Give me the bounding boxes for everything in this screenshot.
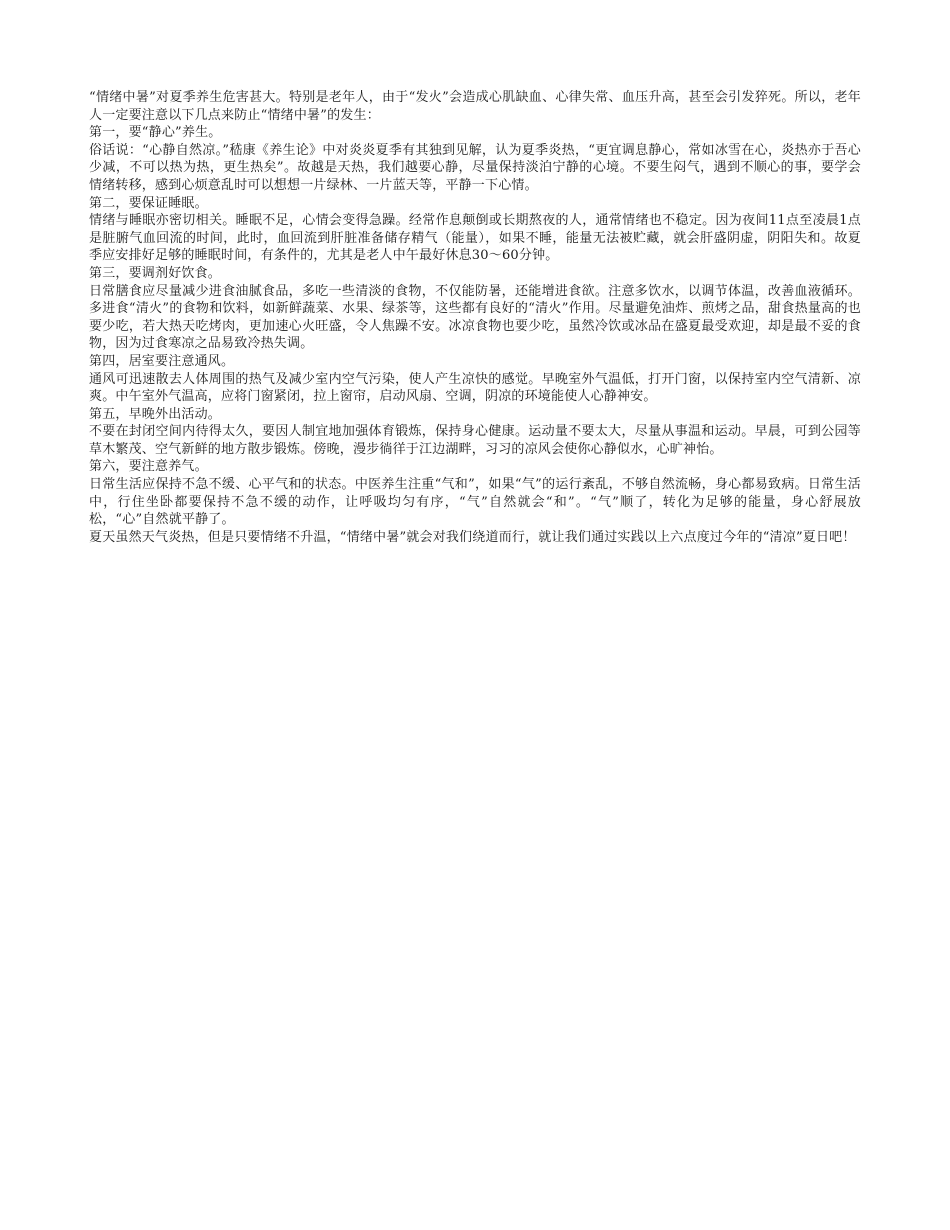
intro-paragraph: “情绪中暑”对夏季养生危害甚大。特别是老年人，由于“发火”会造成心肌缺血、心律失常、血压升高，甚至会引发猝死。所以，老年人一定要注意以下几点来防止“情绪中暑”的发生： <box>89 90 861 123</box>
document-body <box>89 89 861 546</box>
section-heading-2: 第二，要保证睡眠。 <box>89 195 208 211</box>
section-heading-5: 第五，早晚外出活动。 <box>89 406 222 422</box>
section-heading-1: 第一，要“静心”养生。 <box>89 125 222 141</box>
section-body-5: 不要在封闭空间内待得太久，要因人制宜地加强体育锻炼，保持身心健康。运动量不要太大，尽量从事温和运动。早晨，可到公园等草木繁茂、空气新鲜的地方散步锻炼。傍晚，漫步徜徉于江边湖畔，习习的凉风会使你心静似水，心旷神怡。 <box>89 424 861 457</box>
section-body-6: 日常生活应保持不急不缓、心平气和的状态。中医养生注重“气和”，如果“气”的运行紊乱，不够自然流畅，身心都易致病。日常生活中，行住坐卧都要保持不急不缓的动作，让呼吸均匀有序，“气”自然就会“和”。“气”顺了，转化为足够的能量，身心舒展放松，“心”自然就平静了。 <box>89 477 861 528</box>
section-body-3: 日常膳食应尽量减少进食油腻食品，多吃一些清淡的食物，不仅能防暑，还能增进食欲。注意多饮水，以调节体温，改善血液循环。多进食“清火”的食物和饮料，如新鲜蔬菜、水果、绿茶等，这些都有良好的“清火”作用。尽量避免油炸、煎烤之品，甜食热量高的也要少吃，若大热天吃烤肉，更加速心火旺盛，令人焦躁不安。冰凉食物也要少吃，虽然冷饮或冰品在盛夏最受欢迎，却是最不妥的食物，因为过食寒凉之品易致冷热失调。 <box>89 283 861 352</box>
section-heading-6: 第六，要注意养气。 <box>89 459 208 475</box>
section-body-1: 俗话说：“心静自然凉。”嵇康《养生论》中对炎炎夏季有其独到见解，认为夏季炎热，“更宜调息静心，常如冰雪在心，炎热亦于吾心少减，不可以热为热，更生热矣”。故越是天热，我们越要心静，尽量保持淡泊宁静的心境。不要生闷气，遇到不顺心的事，要学会情绪转移，感到心烦意乱时可以想想一片绿林、一片蓝天等，平静一下心情。 <box>89 142 861 193</box>
conclusion-paragraph: 夏天虽然天气炎热，但是只要情绪不升温，“情绪中暑”就会对我们绕道而行，就让我们通过实践以上六点度过今年的“清凉”夏日吧！ <box>89 529 856 545</box>
section-body-2: 情绪与睡眠亦密切相关。睡眠不足，心情会变得急躁。经常作息颠倒或长期熬夜的人，通常情绪也不稳定。因为夜间11点至凌晨1点是脏腑气血回流的时间，此时，血回流到肝脏准备储存精气（能量），如果不睡，能量无法被贮藏，就会肝盛阴虚，阴阳失和。故夏季应安排好足够的睡眠时间，有条件的，尤其是老人中午最好休息30～60分钟。 <box>89 213 861 264</box>
section-body-4: 通风可迅速散去人体周围的热气及减少室内空气污染，使人产生凉快的感觉。早晚室外气温低，打开门窗，以保持室内空气清新、凉爽。中午室外气温高，应将门窗紧闭，拉上窗帘，启动风扇、空调，阴凉的环境能使人心静神安。 <box>89 371 861 405</box>
section-heading-4: 第四，居室要注意通风。 <box>89 353 235 369</box>
section-heading-3: 第三，要调剂好饮食。 <box>89 265 222 281</box>
